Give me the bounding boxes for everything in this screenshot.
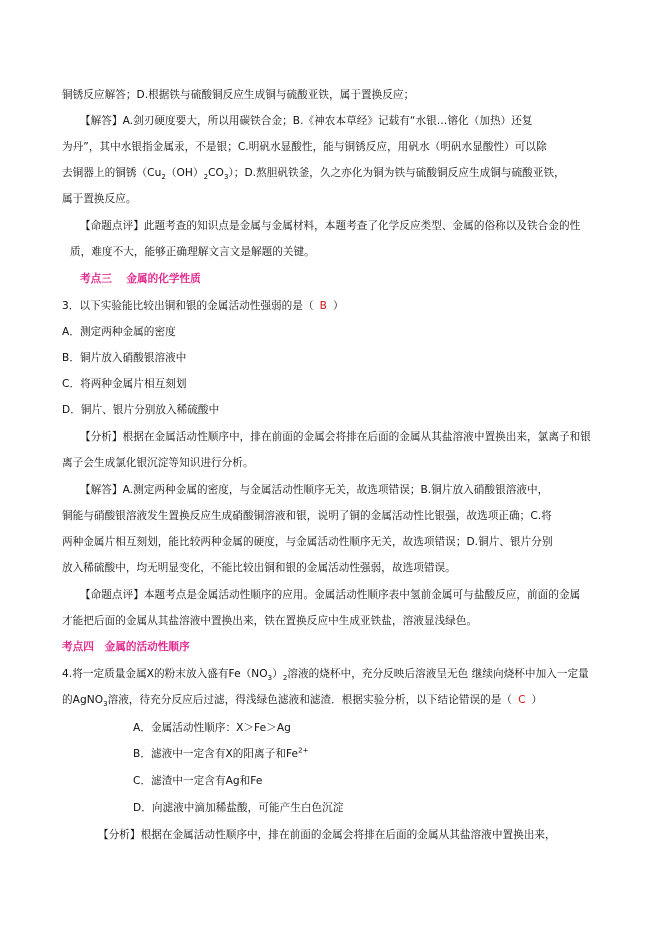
section-3-heading: 考点三 金属的化学性质	[80, 273, 201, 285]
q4-sub-3: 3	[103, 700, 108, 709]
q2-sub-3: 3	[223, 173, 229, 182]
q4-option-b	[133, 747, 309, 761]
q2-jieda-line-3-mid2: CO	[208, 167, 224, 179]
q3-stem-post: ）	[332, 300, 344, 312]
q2-jieda-line-3	[62, 166, 565, 180]
q4-stem-line-2-end: ）	[531, 694, 543, 706]
q2-jieda-line-4: 属于置换反应。	[62, 193, 137, 205]
q4-stem-line-2	[62, 693, 542, 707]
q2-sub-1: 2	[161, 173, 166, 182]
q3-pingjia-line-2: 才能把后面的金属从其盐溶液中置换出来，铁在置换反应中生成亚铁盐，溶液显浅绿色。	[62, 615, 478, 627]
q4-sub-2: 2	[282, 674, 288, 683]
q3-jieda-line-2: 铜能与硝酸银溶液发生置换反应生成硝酸铜溶液和银，说明了铜的金属活动性比银强，故选项正确；C.将	[62, 510, 552, 522]
q4-option-b-text: B．滤液中一定含有X的阳离子和Fe	[133, 748, 299, 760]
q3-option-b: B．铜片放入硝酸银溶液中	[62, 352, 187, 364]
q3-jieda-line-4: 放入稀硫酸中，均无明显变化，不能比较出铜和银的金属活动性强弱，故选项错误。	[62, 562, 456, 574]
q4-fenxi-line-1: 【分析】根据在金属活动性顺序中，排在前面的金属会将排在后面的金属从其盐溶液中置换出来，	[98, 829, 556, 841]
q4-sub-1: 3	[267, 674, 273, 683]
q3-stem-pre: 3．以下实验能比较出铜和银的金属活动性强弱的是（	[62, 300, 314, 312]
q4-stem-line-1-post: 溶液的烧杯中，充分反映后溶液呈无色 继续向烧杯中加入一定量	[287, 668, 589, 680]
q3-answer: B	[319, 300, 327, 312]
q3-fenxi-line-2: 离子会生成氯化银沉淀等知识进行分析。	[62, 457, 254, 469]
q4-option-d: D．向滤液中滴加稀盐酸，可能产生白色沉淀	[133, 802, 344, 814]
q4-stem-line-1-mid: ）	[272, 668, 283, 680]
section-4-heading: 考点四 金属的活动性顺序	[62, 641, 190, 653]
q2-jieda-line-1: 【解答】A.剑刃硬度要大，所以用碳铁合金；B.《神农本草经》记载有“水银…镕化（加热）还复	[80, 115, 533, 127]
q2-jieda-line-3-mid: （OH）	[165, 167, 204, 179]
q2-jieda-line-3-pre: 去铜器上的铜锈（Cu	[62, 167, 162, 179]
q3-jieda-line-3: 两种金属片相互刻划，能比较两种金属的硬度，与金属活动性顺序无关，故选项错误；D.铜片、银片分别	[62, 536, 553, 548]
q2-sub-2: 2	[203, 173, 209, 182]
q4-stem-line-2-pre: 的AgNO	[62, 694, 104, 706]
q4-option-a: A．金属活动性顺序：X＞Fe＞Ag	[133, 722, 291, 734]
q4-stem-line-1-pre: 4.将一定质量金属X的粉末放入盛有Fe（NO	[62, 668, 268, 680]
q3-option-d: D．铜片、银片分别放入稀硫酸中	[62, 404, 220, 416]
q4-answer: C	[518, 694, 526, 706]
q4-option-c: C．滤渣中一定含有Ag和Fe	[133, 775, 263, 787]
q3-stem	[62, 299, 344, 313]
q3-option-c: C．将两种金属片相互刻划	[62, 378, 187, 390]
q4-stem-line-2-post: 溶液，待充分反应后过滤，得浅绿色滤液和滤渣．根据实验分析，以下结论错误的是（	[107, 694, 513, 706]
q2-pingjia-line-1: 【命题点评】此题考查的知识点是金属与金属材料，本题考查了化学反应类型、金属的俗称以及铁合金的性	[80, 220, 581, 232]
q3-pingjia-line-1: 【命题点评】本题考点是金属活动性顺序的应用。金属活动性顺序表中氢前金属可与盐酸反应，前面的金属	[80, 589, 581, 601]
q3-fenxi-line-1: 【分析】根据在金属活动性顺序中，排在前面的金属会将排在后面的金属从其盐溶液中置换出来，氯离子和银	[80, 431, 591, 443]
q4-option-b-sup: 2+	[298, 746, 309, 755]
q2-jieda-line-3-post: ）；D.熬胆矾铁釜，久之亦化为铜为铁与硫酸铜反应生成铜与硫酸亚铁，	[228, 167, 565, 179]
q3-jieda-line-1: 【解答】A.测定两种金属的密度，与金属活动性顺序无关，故选项错误；B.铜片放入硝酸银溶液中，	[80, 484, 549, 496]
q2-jieda-continuation: 铜锈反应解答；D.根据铁与硫酸铜反应生成铜与硫酸亚铁，属于置换反应；	[62, 89, 415, 101]
q3-option-a: A．测定两种金属的密度	[62, 326, 176, 338]
q2-jieda-line-2: 为丹”，其中水银指金属汞，不是银；C.明矾水显酸性，能与铜锈反应，用矾水（明矾水显酸性）可以除	[62, 141, 547, 153]
q4-stem-line-1	[62, 667, 589, 681]
q2-pingjia-line-2: 质，难度不大，能够正确理解文言文是解题的关键。	[70, 246, 315, 258]
